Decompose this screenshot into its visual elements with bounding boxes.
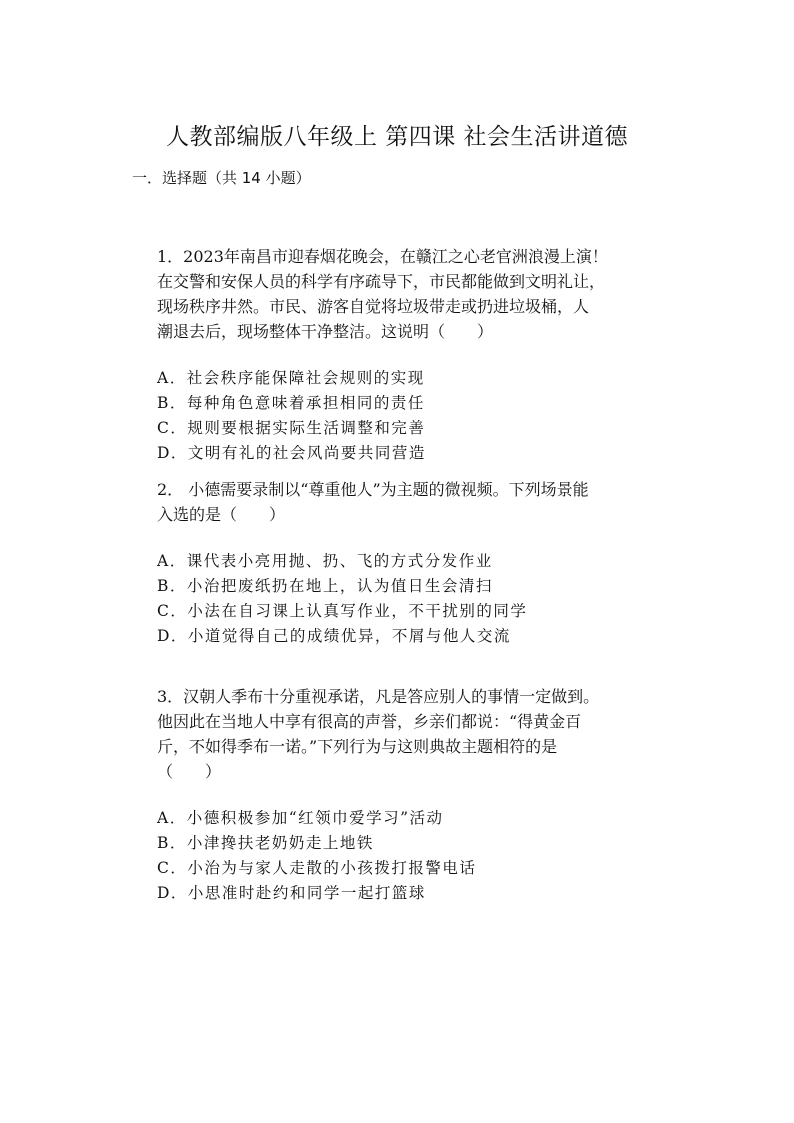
question-2 xyxy=(157,477,637,649)
stem-line: 在交警和安保人员的科学有序疏导下，市民都能做到文明礼让， xyxy=(157,272,606,291)
page-title: 人教部编版八年级上 第四课 社会生活讲道德 xyxy=(165,124,629,150)
question-stem xyxy=(157,477,637,527)
option-d[interactable]: D．文明有礼的社会风尚要共同营造 xyxy=(157,444,426,462)
option-list xyxy=(157,549,637,649)
option-c[interactable]: C．小法在自习课上认真写作业，不干扰别的同学 xyxy=(157,602,528,620)
stem-line: 2． 小德需要录制以“尊重他人”为主题的微视频。下列场景能 xyxy=(157,480,589,499)
option-list xyxy=(157,806,637,906)
stem-line: 斤，不如得季布一诺。”下列行为与这则典故主题相符的是 xyxy=(157,737,558,756)
question-stem xyxy=(157,684,637,784)
option-a[interactable]: A．课代表小亮用抛、扔、飞的方式分发作业 xyxy=(157,552,493,570)
option-c[interactable]: C．小治为与家人走散的小孩拨打报警电话 xyxy=(157,859,477,877)
option-list xyxy=(157,366,637,466)
option-b[interactable]: B．小津搀扶老奶奶走上地铁 xyxy=(157,834,374,852)
stem-line: 现场秩序井然。市民、游客自觉将垃圾带走或扔进垃圾桶，人 xyxy=(157,297,590,316)
stem-line: 潮退去后，现场整体干净整洁。这说明（ ） xyxy=(157,322,494,341)
option-a[interactable]: A．小德积极参加“红领巾爱学习”活动 xyxy=(157,809,444,827)
option-c[interactable]: C．规则要根据实际生活调整和完善 xyxy=(157,419,426,437)
option-d[interactable]: D．小道觉得自己的成绩优异，不屑与他人交流 xyxy=(157,627,511,645)
option-b[interactable]: B．小治把废纸扔在地上，认为值日生会清扫 xyxy=(157,577,493,595)
option-d[interactable]: D．小思准时赴约和同学一起打篮球 xyxy=(157,884,426,902)
stem-line: 入选的是（ ） xyxy=(157,505,286,524)
question-stem xyxy=(157,244,637,344)
section-heading: 一．选择题（共 14 小题） xyxy=(132,169,311,187)
question-1 xyxy=(157,244,637,466)
stem-line: 3．汉朝人季布十分重视承诺，凡是答应别人的事情一定做到。 xyxy=(157,687,600,706)
stem-line: 1．2023年南昌市迎春烟花晚会，在赣江之心老官洲浪漫上演！ xyxy=(157,247,608,266)
option-b[interactable]: B．每种角色意味着承担相同的责任 xyxy=(157,394,425,412)
option-a[interactable]: A．社会秩序能保障社会规则的实现 xyxy=(157,369,425,387)
stem-line: （ ） xyxy=(157,762,222,781)
stem-line: 他因此在当地人中享有很高的声誉，乡亲们都说：“得黄金百 xyxy=(157,712,582,731)
question-3 xyxy=(157,684,637,906)
